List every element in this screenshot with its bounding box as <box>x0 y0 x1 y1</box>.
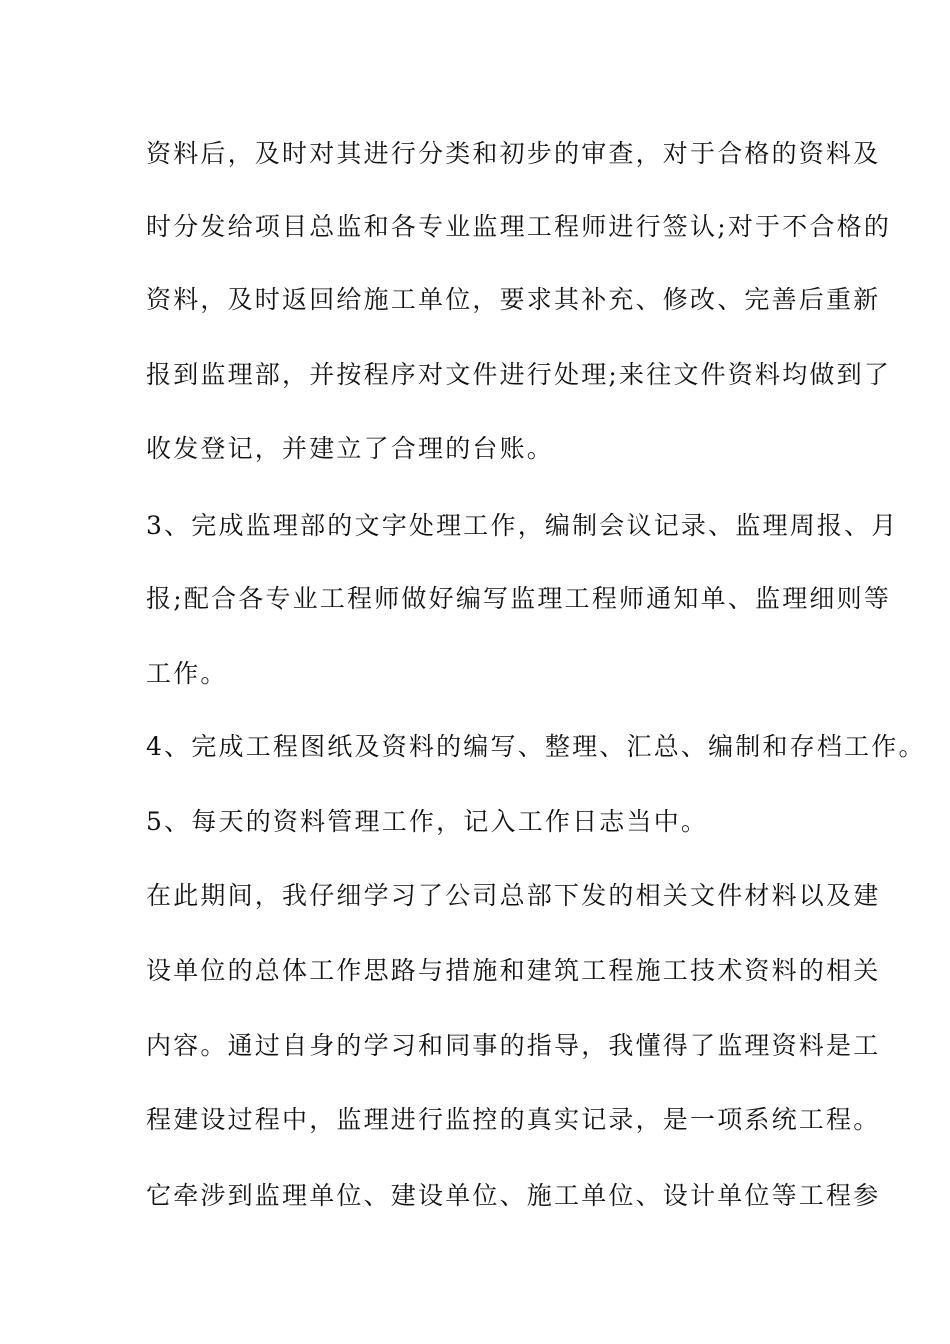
text-line: 时分发给项目总监和各专业监理工程师进行签认;对于不合格的 <box>146 212 892 241</box>
text-line: 报;配合各专业工程师做好编写监理工程师通知单、监理细则等 <box>146 584 892 613</box>
text-line: 报到监理部，并按程序对文件进行处理;来往文件资料均做到了 <box>146 360 892 389</box>
text-line: 收发登记，并建立了合理的台账。 <box>146 434 555 463</box>
list-item-3: 3、完成监理部的文字处理工作，编制会议记录、监理周报、月 <box>146 511 899 540</box>
list-item-5: 5、每天的资料管理工作，记入工作日志当中。 <box>146 807 709 836</box>
paragraph-line: 它牵涉到监理单位、建设单位、施工单位、设计单位等工程参 <box>146 1181 881 1210</box>
paragraph-line: 设单位的总体工作思路与措施和建筑工程施工技术资料的相关 <box>146 956 881 985</box>
paragraph-line: 程建设过程中，监理进行监控的真实记录，是一项系统工程。 <box>146 1105 881 1134</box>
text-line: 资料，及时返回给施工单位，要求其补充、修改、完善后重新 <box>146 285 881 314</box>
paragraph-line: 在此期间，我仔细学习了公司总部下发的相关文件材料以及建 <box>146 881 881 910</box>
text-line: 工作。 <box>146 659 228 688</box>
paragraph-line: 内容。通过自身的学习和同事的指导，我懂得了监理资料是工 <box>146 1031 881 1060</box>
list-item-4: 4、完成工程图纸及资料的编写、整理、汇总、编制和存档工作。 <box>146 732 926 761</box>
text-line: 资料后，及时对其进行分类和初步的审查，对于合格的资料及 <box>146 139 881 168</box>
